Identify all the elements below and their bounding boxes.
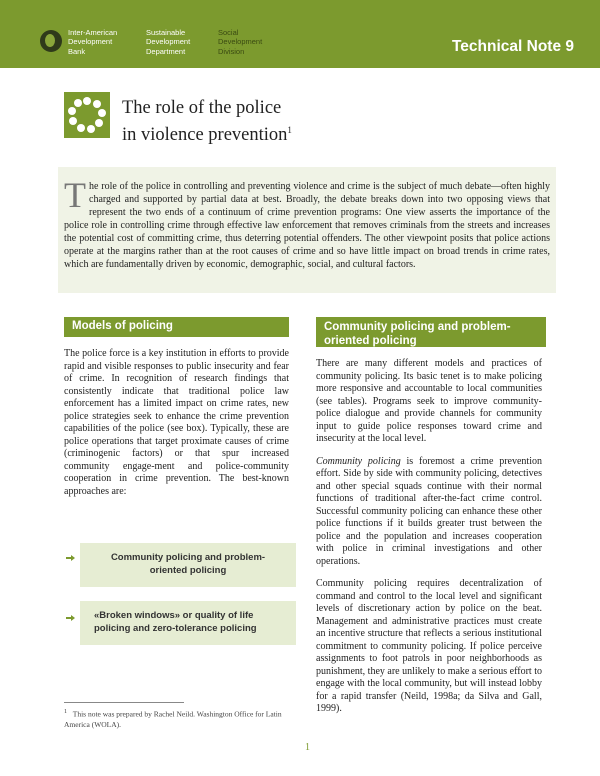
department-name: Sustainable Development Department xyxy=(146,28,191,56)
division-name: Social Development Division xyxy=(218,28,263,56)
arrow-bullet-icon xyxy=(66,555,74,561)
arrow-bullet-icon xyxy=(66,615,74,621)
footnote-text: This note was prepared by Rachel Neild. Washington Office for Latin America (WOLA). xyxy=(64,709,282,729)
footnote-divider xyxy=(64,702,184,703)
community-policing-heading: Community policing and problem-oriented policing xyxy=(316,317,546,347)
footnote xyxy=(64,707,289,730)
models-of-policing-heading: Models of policing xyxy=(64,317,289,337)
community-p3: Community policing requires decentralization of command and control to the local level and significant levels of discretionary action by police on the beat. Management and administrative practices must create an incentive structure that reflects a serious institutional commitment to community policing. If police perceive assignments to foot patrols in poor neighborhoods as punishment, they are unlikely to make a serious effort to engage with the local community, but will instead lobby for a rapid transfer (Neild, 1998a; da Silva and Gall, 1999). xyxy=(316,578,542,714)
community-p2: Community policing is foremost a crime prevention effort. Side by side with community policing, detectives and other special squads continue with their normal functions of traditional after-the-fact crime control. Successful community policing can enhance these other police functions if it builds greater trust between the police and the population and increases cooperation with police in criminal investigations and other operations. xyxy=(316,455,542,567)
header-bar xyxy=(0,0,600,68)
page-number: 1 xyxy=(305,742,310,753)
title-footnote-mark: 1 xyxy=(287,125,292,135)
title-line-1: The role of the police xyxy=(122,98,282,118)
approach-box-broken-windows: «Broken windows» or quality of life policing and zero-tolerance policing xyxy=(80,601,296,645)
org-name: Inter-American Development Bank xyxy=(68,28,118,56)
page-title xyxy=(122,97,292,146)
approach-box-community-policing: Community policing and problem-oriented policing xyxy=(80,543,296,587)
models-paragraph: The police force is a key institution in efforts to provide rapid and visible responses to public insecurity and fear of crime. In recognition of research findings that consistently indicate that traditional police law enforcement has a limited impact on crime rates, new police strategies seek to enhance the crime prevention capabilities of the police (see box). Typically, these are police operations that target proximate causes of crime (criminogenic factors) or that spur increased community engage-ment and police-community cooperation in crime prevention. The best-known approaches are: xyxy=(64,348,289,497)
people-circle-icon xyxy=(64,92,110,138)
idb-logo-icon xyxy=(40,30,62,52)
title-line-2: in violence prevention$^1$ xyxy=(122,125,292,146)
community-policing-text xyxy=(316,358,542,726)
intro-text: he role of the police in controlling and preventing violence and crime is the subject of much debate—often highly charged and supported by partial data at best. Broadly, the debate breaks down into two opposing views that represent the two ends of a continuum of crime prevention programs: One view asserts the importance of the police role in controlling crime through effective law enforcement that removes criminals from the streets and increases the potential cost of committing crime, thus deterring potential offenders. The other viewpoint posits that police actions operate at the margins rather than at the root causes of crime and so have little impact on broad trends in crime rates, which are fundamentally driven by economic, demographic, social, and cultural factors. xyxy=(64,181,550,270)
technical-note-label: Technical Note 9 xyxy=(451,38,574,55)
intro-dropcap: T xyxy=(64,175,86,215)
intro-paragraph xyxy=(64,175,550,271)
footnote-mark: 1 xyxy=(64,708,68,715)
community-p1: There are many different models and practices of community policing. Its basic tenet is to make policing more responsive and accountable to local communities (see tables). Programs seek to improve community-police dialogue and provide channels for community input to guide police responses toward crime and insecurity at the local level. xyxy=(316,358,542,444)
